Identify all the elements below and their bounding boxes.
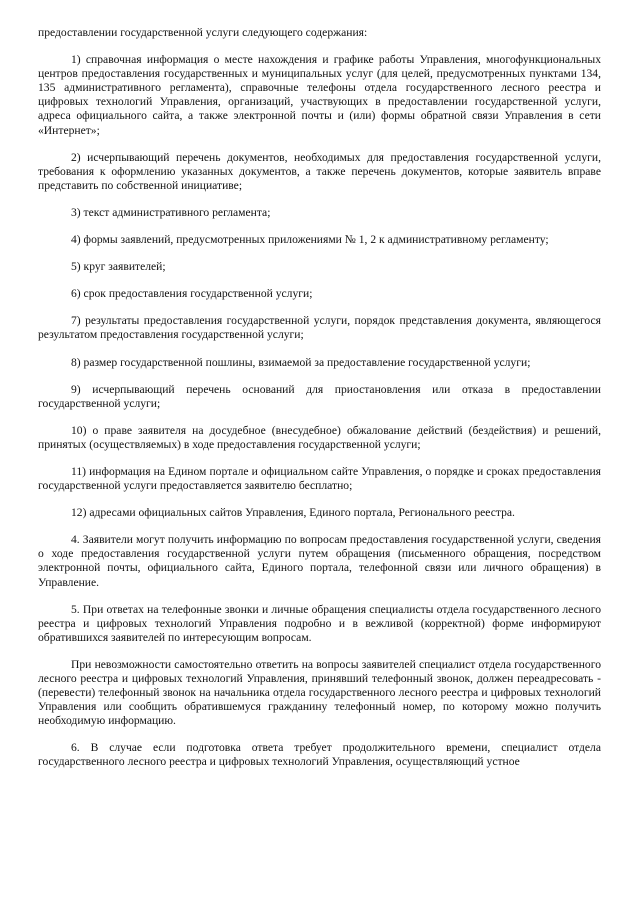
list-item-7: 7) результаты предоставления государственной услуги, порядок представления документа, являющегося результатом предоставления государственной услуги; <box>38 314 601 342</box>
intro-text: предоставлении государственной услуги следующего содержания: <box>38 26 368 39</box>
list-item-9: 9) исчерпывающий перечень оснований для приостановления или отказа в предоставлении государственной услуги; <box>38 382 601 410</box>
list-item-6: 6) срок предоставления государственной услуги; <box>71 287 313 301</box>
list-item-4: 4) формы заявлений, предусмотренных приложениями № 1, 2 к административному регламенту; <box>71 233 549 247</box>
list-item-8: 8) размер государственной пошлины, взимаемой за предоставление государственной услуги; <box>71 355 531 369</box>
paragraph-6: 6. В случае если подготовка ответа требует продолжительного времени, специалист отдела государственного лесного реестра и цифровых технологий Управления, осуществляющий устное <box>38 741 601 769</box>
list-item-10: 10) о праве заявителя на досудебное (внесудебное) обжалование действий (бездействия) и решений, принятых (осуществляемых) в ходе предоставления государственной услуги; <box>38 423 601 451</box>
list-item-11: 11) информация на Едином портале и официальном сайте Управления, о порядке и сроках предоставления государственной услуги предоставляется заявителю бесплатно; <box>38 464 601 493</box>
list-item-1: 1) справочная информация о месте нахождения и графике работы Управления, многофункциональных центров предоставления государственных и муниципальных услуг (для целей, предусмотренных пунктами 134, 135 административного регламента), справочные телефоны отдела государственного лесного реестра и цифровых технологий Управления, организаций, участвующих в предоставлении государственной услуги, адреса официального сайта, а также электронной почты и (или) формы обратной связи Управления в сети «Интернет»; <box>38 53 601 137</box>
paragraph-4: 4. Заявители могут получить информацию по вопросам предоставления государственной услуги, сведения о ходе предоставления государственной услуги путем обращения (письменного обращения, посредством электронной почты, официального сайта, Единого портала, телефонной связи или личного обращения) в Управление. <box>38 533 601 589</box>
document-page <box>38 26 601 783</box>
list-item-5: 5) круг заявителей; <box>71 260 166 274</box>
list-item-12: 12) адресами официальных сайтов Управления, Единого портала, Регионального реестра. <box>71 506 515 520</box>
paragraph-5-continued: При невозможности самостоятельно ответить на вопросы заявителей специалист отдела государственного лесного реестра и цифровых технологий Управления, принявший телефонный звонок, должен переадресовать - (перевести) телефонный звонок на начальника отдела государственного лесного реестра и цифровых технологий Управления или сообщить обратившемуся гражданину телефонный номер, по которому можно получить необходимую информацию. <box>38 657 601 728</box>
list-item-3: 3) текст административного регламента; <box>71 205 271 219</box>
paragraph-5: 5. При ответах на телефонные звонки и личные обращения специалисты отдела государственного лесного реестра и цифровых технологий Управления подробно и в вежливой (корректной) форме информируют обратившихся заявителей по интересующим вопросам. <box>38 602 601 644</box>
list-item-2: 2) исчерпывающий перечень документов, необходимых для предоставления государственной услуги, требования к оформлению указанных документов, а также перечень документов, которые заявитель вправе представить по собственной инициативе; <box>38 150 601 192</box>
